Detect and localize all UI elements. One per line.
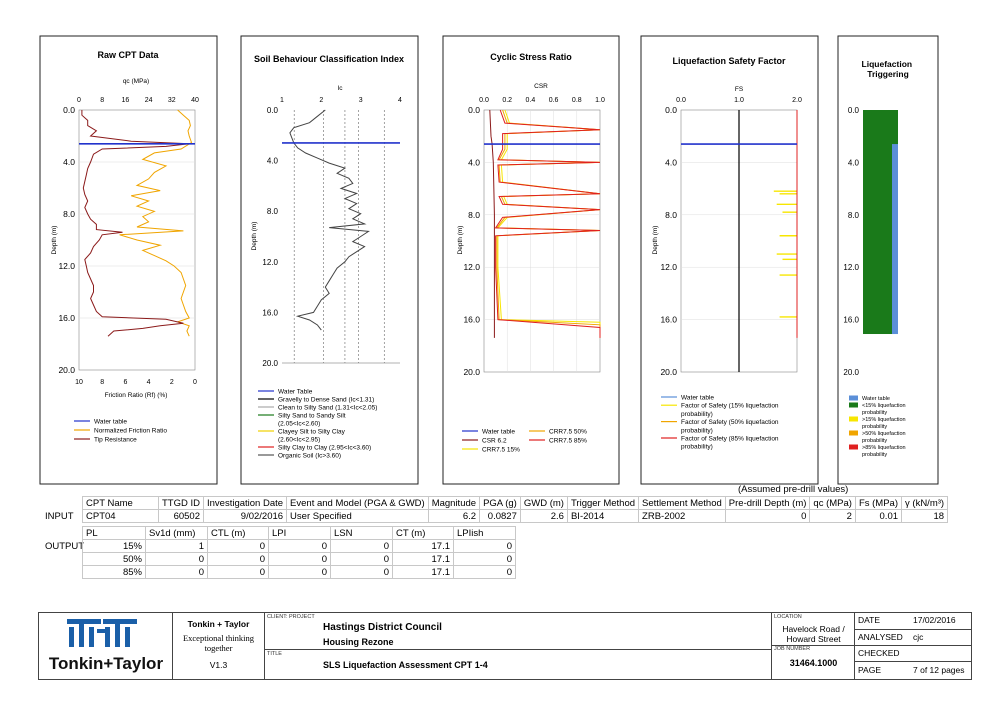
job-number: 31464.1000 bbox=[789, 658, 838, 668]
company-name: Tonkin + Taylor bbox=[187, 619, 250, 629]
assumed-note: (Assumed pre-drill values) bbox=[738, 484, 849, 495]
location-label: LOCATION bbox=[774, 614, 802, 620]
logo-text: Tonkin+Taylor bbox=[48, 654, 164, 673]
trig-legend-swatch bbox=[849, 431, 858, 436]
input-header: Pre-drill Depth (m) bbox=[725, 497, 810, 510]
output-header: LPIish bbox=[454, 527, 516, 540]
depth-tick-label: 20.0 bbox=[660, 367, 677, 377]
location-cell bbox=[772, 613, 855, 679]
depth-tick-label: 0.0 bbox=[665, 105, 677, 115]
water-table-bar bbox=[892, 144, 898, 334]
company-cell bbox=[173, 613, 265, 679]
trig-legend bbox=[849, 396, 906, 459]
output-cell: 0 bbox=[269, 553, 331, 566]
input-row-label: INPUT bbox=[45, 511, 74, 522]
fs-legend bbox=[661, 395, 779, 451]
input-cell: User Specified bbox=[287, 510, 429, 523]
trig-legend-label: <15% liquefaction bbox=[862, 403, 906, 409]
output-cell: 1 bbox=[146, 540, 208, 553]
depth-tick-label: 16.0 bbox=[843, 315, 859, 325]
output-cell: 0 bbox=[269, 540, 331, 553]
analysed-row bbox=[855, 629, 971, 646]
bottom-axis-tick-label: 2 bbox=[169, 379, 174, 386]
trig-title bbox=[862, 59, 915, 79]
logo-cell bbox=[39, 613, 173, 679]
depth-tick-label: 4.0 bbox=[266, 156, 278, 166]
depth-tick-label: 4.0 bbox=[665, 157, 677, 168]
location-line2: Howard Street bbox=[786, 634, 841, 644]
input-cell: 60502 bbox=[159, 510, 204, 523]
cpt-qc-label: qc (MPa) bbox=[122, 78, 150, 85]
fs-axis-label: FS bbox=[734, 86, 744, 93]
cpt-rf-label: Friction Ratio (Rf) (%) bbox=[104, 392, 168, 399]
sbci-legend-cont: (2.05<Ic<2.60) bbox=[278, 420, 321, 428]
bottom-axis-tick-label: 10 bbox=[75, 379, 83, 386]
depth-tick-label: 8.0 bbox=[266, 207, 278, 217]
top-axis-tick-label: 32 bbox=[167, 97, 176, 104]
depth-tick-label: 20.0 bbox=[843, 368, 859, 377]
csr-legend-label: Water table bbox=[482, 428, 515, 436]
trig-title-line2: Triggering bbox=[867, 69, 909, 79]
input-header: PGA (g) bbox=[480, 497, 521, 510]
top-axis-tick-label: 1.0 bbox=[595, 97, 605, 104]
plot-area bbox=[484, 110, 600, 372]
trig-legend-swatch bbox=[849, 417, 858, 422]
title-label: TITLE bbox=[267, 651, 282, 657]
client-title-cell bbox=[265, 613, 772, 679]
output-cell: 0 bbox=[331, 553, 393, 566]
top-axis-tick-label: 8 bbox=[100, 97, 105, 104]
output-header-row bbox=[83, 527, 516, 540]
csr-legend-label: CRR7.5 50% bbox=[549, 428, 587, 436]
csr-legend-label: CRR7.5 15% bbox=[482, 446, 520, 454]
depth-tick-label: 12.0 bbox=[843, 263, 859, 273]
input-cell: 0.0827 bbox=[480, 510, 521, 523]
depth-tick-label: 8.0 bbox=[847, 210, 859, 220]
page-row bbox=[855, 661, 971, 679]
depth-tick-label: 4.0 bbox=[847, 158, 859, 168]
output-cell: 17.1 bbox=[393, 566, 454, 579]
cpt-depth-label: Depth (m) bbox=[51, 225, 58, 255]
output-cell: 0 bbox=[331, 566, 393, 579]
cpt-legend bbox=[74, 419, 167, 444]
checked-row bbox=[855, 645, 971, 662]
output-cell: 0 bbox=[454, 553, 516, 566]
fs-legend-label: Factor of Safety (85% liquefaction bbox=[681, 435, 779, 443]
top-axis-tick-label: 0.0 bbox=[676, 97, 686, 104]
csr-axis-label: CSR bbox=[534, 83, 548, 90]
drawing-title: SLS Liquefaction Assessment CPT 1-4 bbox=[323, 660, 488, 670]
fs-plot bbox=[660, 97, 802, 377]
output-cell: 0 bbox=[454, 566, 516, 579]
output-header: CT (m) bbox=[393, 527, 454, 540]
tagline-1: Exceptional thinking bbox=[182, 633, 255, 643]
trig-legend-label: >85% liquefaction bbox=[862, 445, 906, 451]
depth-tick-label: 12.0 bbox=[58, 261, 75, 271]
input-cell: 2 bbox=[810, 510, 856, 523]
depth-tick-label: 12.0 bbox=[262, 257, 278, 267]
tagline-2: together bbox=[204, 643, 233, 653]
trig-legend-cont: probability bbox=[862, 438, 888, 444]
output-cell: 0 bbox=[208, 553, 269, 566]
sbci-plot bbox=[262, 97, 402, 368]
output-cell: 17.1 bbox=[393, 553, 454, 566]
depth-tick-label: 0.0 bbox=[266, 106, 278, 115]
csr-plot bbox=[463, 97, 605, 377]
output-row bbox=[83, 566, 516, 579]
output-header: CTL (m) bbox=[208, 527, 269, 540]
input-cell: 9/02/2016 bbox=[204, 510, 287, 523]
trig-legend-cont: probability bbox=[862, 452, 888, 458]
input-header: Trigger Method bbox=[567, 497, 638, 510]
cpt-title: Raw CPT Data bbox=[97, 50, 159, 60]
sbci-legend bbox=[258, 389, 377, 460]
depth-tick-label: 8.0 bbox=[63, 209, 75, 219]
fs-legend-cont: probability) bbox=[681, 443, 713, 451]
fs-depth-label: Depth (m) bbox=[652, 225, 659, 255]
trig-legend-label: Water table bbox=[862, 396, 890, 402]
analysed-label: ANALYSED bbox=[858, 632, 903, 642]
depth-tick-label: 0.0 bbox=[468, 105, 480, 115]
fs-legend-cont: probability) bbox=[681, 410, 713, 418]
depth-tick-label: 20.0 bbox=[58, 365, 75, 375]
output-cell: 0 bbox=[331, 540, 393, 553]
date-label: DATE bbox=[858, 615, 881, 625]
project-name: Housing Rezone bbox=[323, 637, 394, 647]
trig-legend-swatch bbox=[849, 403, 858, 408]
sbci-legend-label: Organic Soil (Ic>3.60) bbox=[278, 452, 342, 460]
cpt-legend-label: Tip Resistance bbox=[94, 436, 137, 444]
output-cell: 15% bbox=[83, 540, 146, 553]
date-value: 17/02/2016 bbox=[913, 615, 956, 625]
output-cell: 0 bbox=[146, 553, 208, 566]
bottom-axis-tick-label: 6 bbox=[123, 379, 128, 386]
depth-tick-label: 12.0 bbox=[660, 262, 677, 273]
input-header-row bbox=[83, 497, 948, 510]
csr-legend bbox=[462, 429, 587, 454]
top-axis-tick-label: 1.0 bbox=[734, 97, 744, 104]
depth-tick-label: 20.0 bbox=[262, 359, 278, 368]
trig-legend-swatch bbox=[849, 396, 858, 401]
depth-tick-label: 0.0 bbox=[847, 106, 859, 115]
csr-legend-label: CSR 6.2 bbox=[482, 437, 507, 445]
depth-tick-label: 16.0 bbox=[262, 308, 278, 318]
top-axis-tick-label: 2 bbox=[319, 97, 324, 104]
input-header: Investigation Date bbox=[204, 497, 287, 510]
input-header: Fs (MPa) bbox=[855, 497, 901, 510]
depth-tick-label: 12.0 bbox=[463, 262, 480, 273]
top-axis-tick-label: 24 bbox=[144, 97, 153, 104]
depth-tick-label: 4.0 bbox=[63, 157, 75, 167]
top-axis-tick-label: 3 bbox=[358, 97, 363, 104]
output-cell: 0 bbox=[146, 566, 208, 579]
top-axis-tick-label: 0.6 bbox=[548, 97, 559, 104]
input-header: qc (MPa) bbox=[810, 497, 856, 510]
trig-legend-label: >15% liquefaction bbox=[862, 417, 906, 423]
csr-legend-label: CRR7.5 85% bbox=[549, 437, 587, 445]
input-header: Settlement Method bbox=[639, 497, 726, 510]
sbci-legend-label: Silty Clay to Clay (2.95<Ic<3.60) bbox=[278, 444, 372, 452]
output-cell: 17.1 bbox=[393, 540, 454, 553]
output-header: Sv1d (mm) bbox=[146, 527, 208, 540]
sbci-title: Soil Behaviour Classification Index bbox=[253, 54, 405, 64]
tt-logo-mark bbox=[67, 619, 137, 647]
input-cell: ZRB-2002 bbox=[639, 510, 726, 523]
fs-legend-label: Factor of Safety (15% liquefaction bbox=[681, 402, 779, 410]
output-header: PL bbox=[83, 527, 146, 540]
fs-legend-cont: probability) bbox=[681, 427, 713, 435]
sbci-depth-label: Depth (m) bbox=[251, 221, 258, 251]
bottom-axis-tick-label: 4 bbox=[146, 379, 151, 386]
input-cell: 0 bbox=[725, 510, 810, 523]
depth-tick-label: 20.0 bbox=[463, 367, 480, 377]
input-header: Magnitude bbox=[428, 497, 479, 510]
top-axis-tick-label: 4 bbox=[398, 97, 402, 104]
input-table bbox=[82, 496, 948, 523]
cpt-legend-label: Water table bbox=[94, 418, 127, 426]
input-cell: 0.01 bbox=[855, 510, 901, 523]
job-label: JOB NUMBER bbox=[774, 646, 811, 652]
trig-plot bbox=[843, 106, 898, 377]
output-row bbox=[83, 540, 516, 553]
output-cell: 50% bbox=[83, 553, 146, 566]
output-row bbox=[83, 553, 516, 566]
top-axis-tick-label: 0.8 bbox=[571, 97, 582, 104]
input-header: Event and Model (PGA & GWD) bbox=[287, 497, 429, 510]
output-table bbox=[82, 526, 516, 579]
input-header: CPT Name bbox=[83, 497, 159, 510]
output-header: LPI bbox=[269, 527, 331, 540]
sbci-legend-label: Water Table bbox=[278, 388, 313, 396]
cpt-plot bbox=[58, 97, 199, 386]
bottom-axis-tick-label: 0 bbox=[193, 379, 197, 386]
input-cell: 18 bbox=[902, 510, 948, 523]
top-axis-tick-label: 16 bbox=[121, 97, 130, 104]
depth-tick-label: 16.0 bbox=[463, 314, 480, 325]
output-cell: 0 bbox=[269, 566, 331, 579]
version: V1.3 bbox=[209, 660, 228, 670]
output-cell: 0 bbox=[454, 540, 516, 553]
input-header: TTGD ID bbox=[159, 497, 204, 510]
depth-tick-label: 16.0 bbox=[660, 314, 677, 325]
meta-cell bbox=[855, 613, 971, 679]
output-cell: 85% bbox=[83, 566, 146, 579]
client-label: CLIENT: PROJECT bbox=[267, 614, 315, 620]
analysed-value: cjc bbox=[913, 632, 924, 642]
top-axis-tick-label: 0.0 bbox=[479, 97, 489, 104]
checked-label: CHECKED bbox=[858, 648, 900, 658]
top-axis-tick-label: 1 bbox=[280, 97, 284, 104]
depth-tick-label: 4.0 bbox=[468, 157, 480, 168]
cpt-legend-label: Normalized Friction Ratio bbox=[94, 427, 167, 435]
csr-depth-label: Depth (m) bbox=[457, 225, 464, 255]
csr-title: Cyclic Stress Ratio bbox=[490, 52, 572, 62]
client-name: Hastings District Council bbox=[323, 622, 442, 633]
top-axis-tick-label: 2.0 bbox=[792, 97, 802, 104]
sbci-ic-label: Ic bbox=[337, 85, 343, 92]
sbci-legend-cont: (2.60<Ic<2.95) bbox=[278, 436, 321, 444]
page-label: PAGE bbox=[858, 665, 881, 675]
output-header: LSN bbox=[331, 527, 393, 540]
trig-legend-cont: probability bbox=[862, 410, 888, 416]
title-divider bbox=[265, 649, 772, 650]
fs-title: Liquefaction Safety Factor bbox=[672, 56, 786, 66]
input-header: GWD (m) bbox=[520, 497, 567, 510]
depth-tick-label: 8.0 bbox=[468, 209, 480, 220]
bottom-axis-tick-label: 8 bbox=[100, 379, 105, 386]
depth-tick-label: 0.0 bbox=[63, 105, 75, 115]
top-axis-tick-label: 0 bbox=[77, 97, 81, 104]
top-axis-tick-label: 40 bbox=[191, 97, 199, 104]
title-block bbox=[38, 612, 972, 680]
input-cell: 6.2 bbox=[428, 510, 479, 523]
input-cell: CPT04 bbox=[83, 510, 159, 523]
tt-logo bbox=[39, 613, 173, 679]
page-value: 7 of 12 pages bbox=[913, 665, 965, 675]
trig-legend-label: >50% liquefaction bbox=[862, 431, 906, 437]
top-axis-tick-label: 0.4 bbox=[525, 97, 536, 104]
input-header: γ (kN/m³) bbox=[902, 497, 948, 510]
output-cell: 0 bbox=[208, 566, 269, 579]
trig-legend-cont: probability bbox=[862, 424, 888, 430]
fs-legend-label: Water table bbox=[681, 394, 714, 402]
input-value-row bbox=[83, 510, 948, 523]
trig-legend-swatch bbox=[849, 445, 858, 450]
depth-tick-label: 16.0 bbox=[58, 313, 75, 323]
date-row bbox=[855, 613, 971, 630]
input-cell: 2.6 bbox=[520, 510, 567, 523]
fs-legend-label: Factor of Safety (50% liquefaction bbox=[681, 419, 779, 427]
sbci-legend-label: Clean to Silty Sand (1.31<Ic<2.05) bbox=[278, 404, 378, 412]
sbci-legend-label: Gravelly to Dense Sand (Ic<1.31) bbox=[278, 396, 375, 404]
output-row-label: OUTPUT bbox=[45, 541, 85, 552]
output-cell: 0 bbox=[208, 540, 269, 553]
sbci-legend-label: Clayey Silt to Silty Clay bbox=[278, 428, 345, 436]
location-line1: Havelock Road / bbox=[782, 624, 845, 634]
depth-tick-label: 8.0 bbox=[665, 209, 677, 220]
input-cell: BI-2014 bbox=[567, 510, 638, 523]
sbci-legend-label: Silty Sand to Sandy Silt bbox=[278, 412, 346, 420]
trig-title-line1: Liquefaction bbox=[861, 59, 913, 69]
top-axis-tick-label: 0.2 bbox=[502, 97, 513, 104]
